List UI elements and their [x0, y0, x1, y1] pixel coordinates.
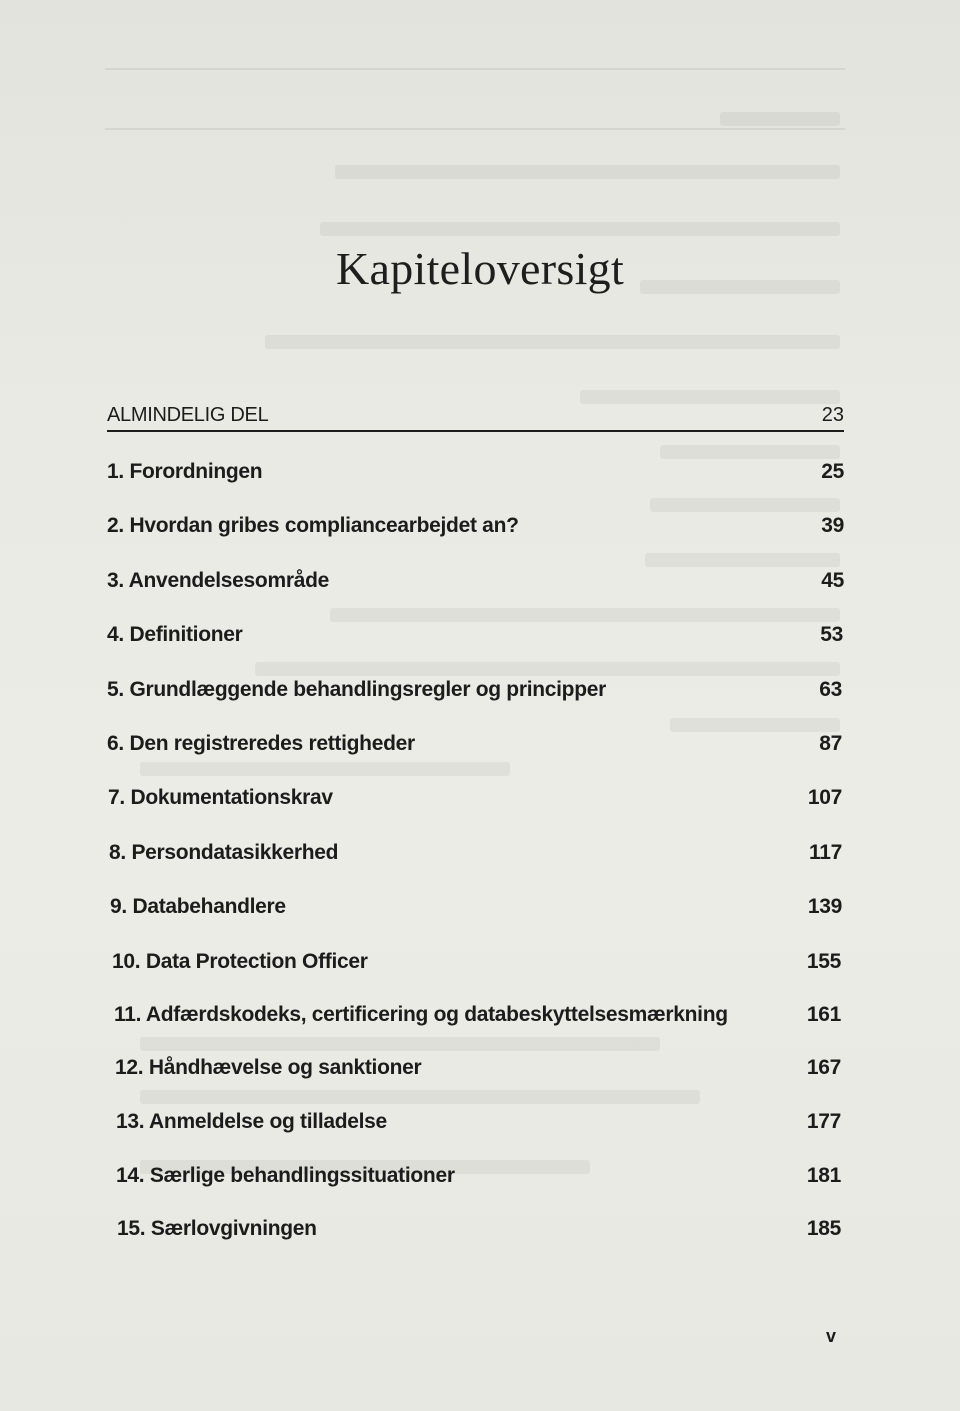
toc-entry-page: 63 — [819, 678, 842, 701]
toc-entry-page: 53 — [820, 623, 843, 646]
toc-entry — [109, 841, 842, 869]
toc-entry-page: 177 — [806, 1110, 841, 1133]
toc-entry-page: 155 — [806, 950, 841, 973]
toc-entry-title: 8. Persondatasikkerhed — [109, 841, 339, 864]
toc-entry — [116, 1110, 841, 1138]
toc-entry — [110, 895, 842, 923]
toc-entry-page: 161 — [806, 1003, 841, 1026]
toc-entry-page: 185 — [806, 1217, 841, 1240]
toc-entry-title: 7. Dokumentationskrav — [108, 786, 333, 809]
toc-entry — [115, 1056, 841, 1084]
toc-entry — [112, 950, 841, 978]
toc-entry-page: 107 — [807, 786, 842, 809]
toc-entry — [107, 569, 844, 597]
toc-entry-title: 1. Forordningen — [107, 460, 263, 483]
toc-entry-page: 181 — [806, 1164, 841, 1187]
toc-entry — [114, 1003, 841, 1031]
section-page-number: 23 — [821, 404, 844, 426]
toc-entry-title: 4. Definitioner — [107, 623, 243, 646]
toc-entry-title: 11. Adfærdskodeks, certificering og databeskyttelsesmærkning — [114, 1003, 728, 1026]
toc-entry-title: 2. Hvordan gribes compliancearbejdet an? — [107, 514, 519, 537]
page-title: Kapiteloversigt — [335, 243, 625, 294]
toc-entry-title: 14. Særlige behandlingssituationer — [116, 1164, 455, 1187]
toc-entry-title: 3. Anvendelsesområde — [107, 569, 329, 592]
toc-entry-title: 13. Anmeldelse og tilladelse — [116, 1110, 387, 1133]
toc-entry-title: 5. Grundlæggende behandlingsregler og principper — [107, 678, 606, 701]
toc-entry-page: 87 — [819, 732, 842, 755]
section-label: ALMINDELIG DEL — [107, 404, 269, 426]
toc-entry-title: 10. Data Protection Officer — [112, 950, 368, 973]
toc-entry — [108, 786, 842, 814]
toc-entry — [107, 623, 843, 651]
toc-entry-page: 25 — [821, 460, 844, 483]
toc-entry-page: 39 — [821, 514, 844, 537]
toc-entry-title: 6. Den registreredes rettigheder — [107, 732, 415, 755]
toc-entry — [107, 678, 842, 706]
toc-entry — [116, 1164, 841, 1192]
toc-entry — [107, 514, 844, 542]
toc-entry-title: 15. Særlovgivningen — [117, 1217, 317, 1240]
toc-entry-page: 117 — [809, 841, 842, 864]
toc-entry-title: 9. Databehandlere — [110, 895, 286, 918]
toc-entry — [117, 1217, 841, 1245]
toc-entry — [107, 460, 844, 488]
toc-entry-page: 167 — [806, 1056, 841, 1079]
toc-entry-page: 139 — [807, 895, 842, 918]
toc-entry-title: 12. Håndhævelse og sanktioner — [115, 1056, 422, 1079]
toc-entry — [107, 732, 842, 760]
toc-entry-page: 45 — [821, 569, 844, 592]
section-heading — [107, 404, 844, 432]
page-folio: v — [826, 1326, 837, 1346]
